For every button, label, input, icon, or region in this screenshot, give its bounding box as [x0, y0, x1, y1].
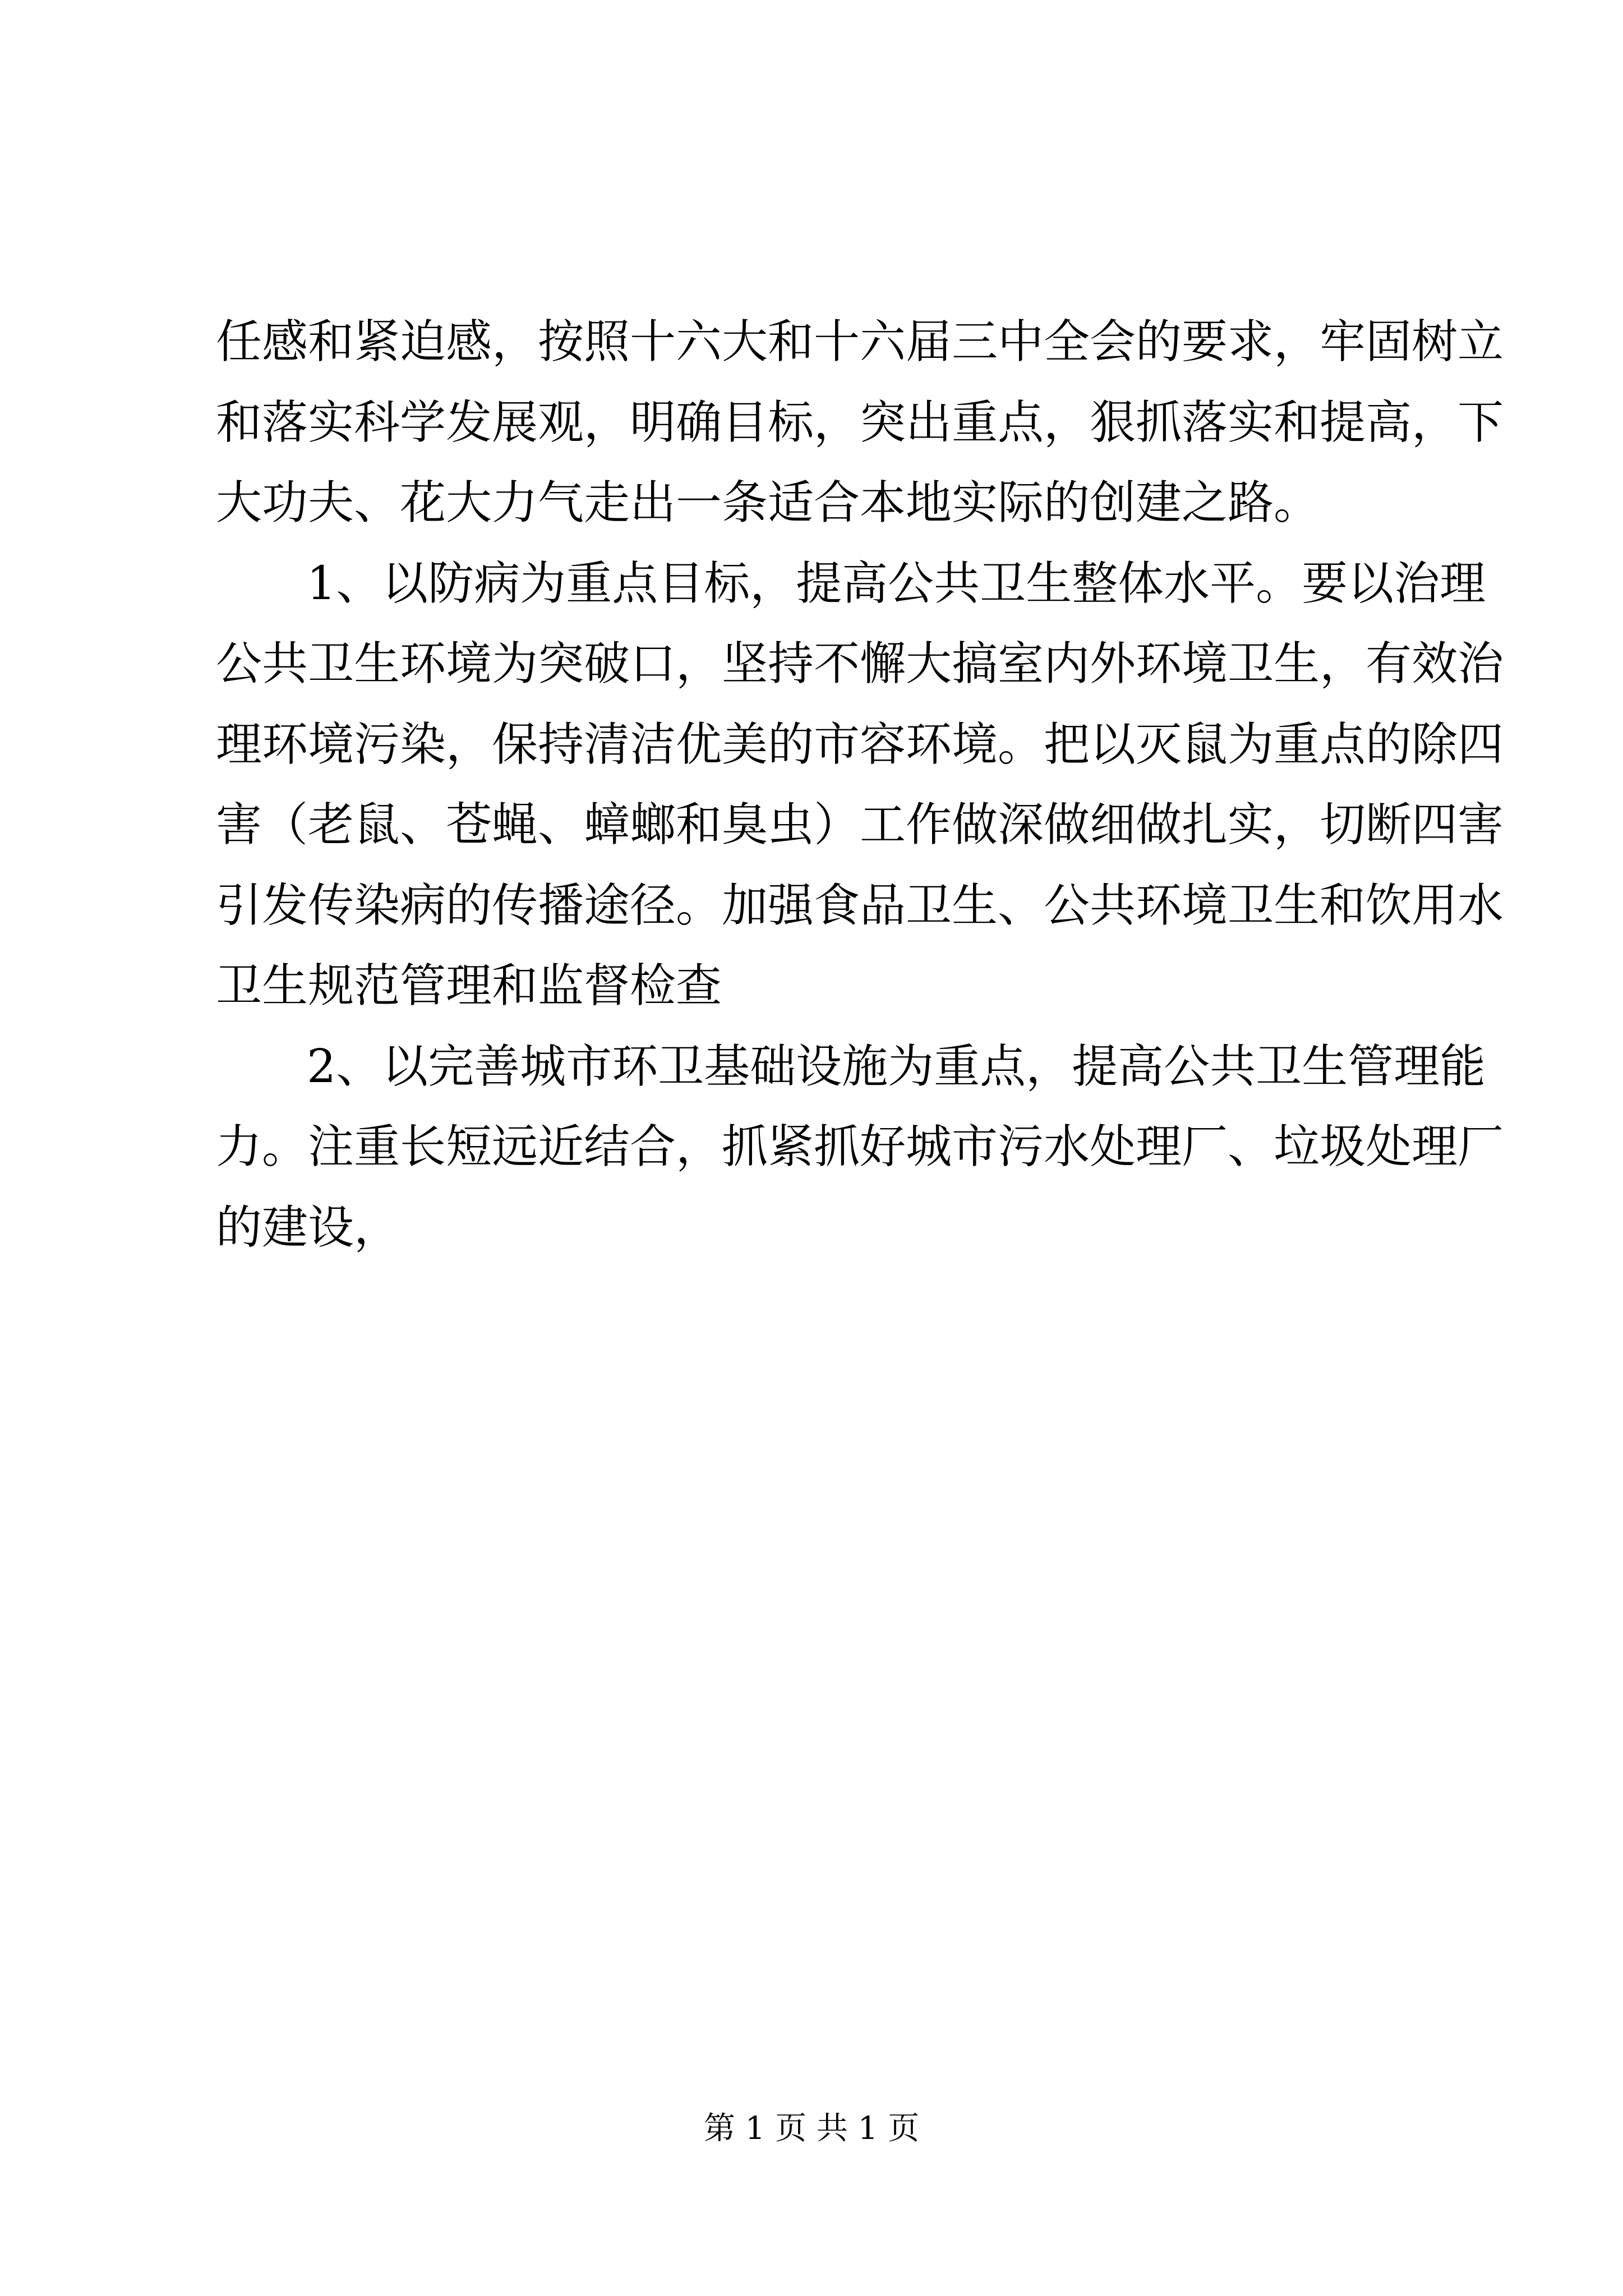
- page-number: 第 1 页 共 1 页: [703, 2110, 920, 2147]
- paragraph-1-first-line: 1、以防病为重点目标，提高公共卫生整体水平。要以治理: [307, 556, 1486, 610]
- body-line: 和落实科学发展观，明确目标，突出重点，狠抓落实和提高，下: [216, 395, 1504, 449]
- body-line: 卫生规范管理和监督检查: [216, 959, 722, 1013]
- body-line: 理环境污染，保持清洁优美的市容环境。把以灭鼠为重点的除四: [216, 717, 1504, 771]
- body-line: 害（老鼠、苍蝇、蟑螂和臭虫）工作做深做细做扎实，切断四害: [216, 798, 1504, 852]
- body-line: 的建设，: [216, 1200, 400, 1254]
- paragraph-2-first-line: 2、以完善城市环卫基础设施为重点，提高公共卫生管理能: [307, 1039, 1486, 1093]
- body-line: 任感和紧迫感，按照十六大和十六届三中全会的要求，牢固树立: [216, 315, 1504, 369]
- body-line: 公共卫生环境为突破口，坚持不懈大搞室内外环境卫生，有效治: [216, 637, 1504, 691]
- body-line: 力。注重长短远近结合，抓紧抓好城市污水处理厂、垃圾处理厂: [216, 1120, 1504, 1174]
- document-body: [216, 302, 1504, 1268]
- page-footer: [0, 2109, 1623, 2148]
- body-line: 引发传染病的传播途径。加强食品卫生、公共环境卫生和饮用水: [216, 878, 1504, 932]
- body-line: 大功夫、花大力气走出一条适合本地实际的创建之路。: [216, 476, 1320, 530]
